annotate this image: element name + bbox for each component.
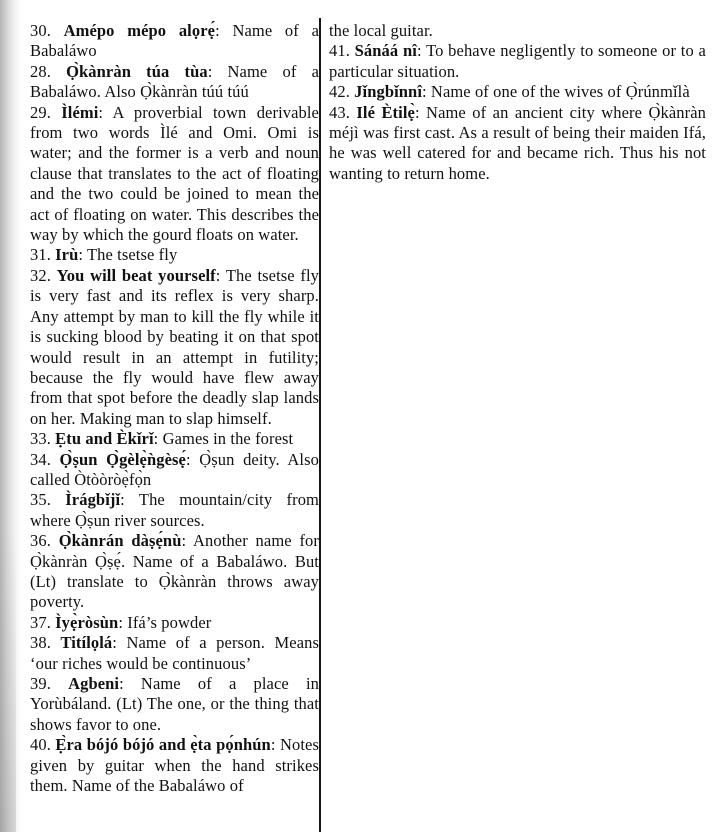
entry-term: Ẹ̀ra bójó bójó and ẹ̀ta pọ́nhún [55,735,271,755]
entry-term: Titílọlá [60,633,113,653]
entry-text: : The tsetse fly [78,245,178,265]
entry-number: 33. [30,429,56,449]
entry-text: : Ọ̀ṣun deity. Also called Òtòòròẹ̀fọ̀n [30,449,319,489]
glossary-entry [30,266,319,429]
entry-number: 29. [30,102,62,122]
entry-number: 34. [30,449,60,469]
entry-term: Jǐngbǐnnî [354,82,423,102]
entry-term: Ẹtu and Èkǐrǐ [55,429,154,449]
entry-number: 32. [30,265,57,285]
column-divider [319,18,321,832]
glossary-entry [30,245,319,265]
entry-number: 41. [329,41,355,61]
glossary-entry [30,531,319,613]
entry-text: : Games in the forest [153,429,294,449]
glossary-entry [30,21,319,62]
entry-text: : Name of a Babaláwo [30,21,319,61]
glossary-entry [30,613,319,633]
entry-number: 43. [329,102,357,122]
entry-number: 36. [30,531,59,551]
entry-text: : Name of a place in Yorùbáland. (Lt) The one, or the thing that shows favor to one. [30,674,319,734]
entry-text: : Ifá’s powder [118,612,212,632]
entry-text: : Name of a Babaláwo. Also Ọ̀kànràn túú túú [30,61,319,102]
entry-term: You will beat yourself [56,265,216,285]
entry-text: : Notes given by guitar when the hand strikes them. Name of the Babaláwo of [30,735,319,796]
entry-text: : The mountain/city from where Ọ̀ṣun river sources. [30,490,319,530]
entry-text: : Name of a person. Means ‘our riches would be continuous’ [30,633,319,673]
glossary-entry [30,429,319,449]
glossary-entry [329,41,706,82]
entry-text: : The tsetse fly is very fast and its reflex is very sharp. Any attempt by man to kill the fly while it is sucking blood by beating it on that spot would result in an attempt in futility; because the fly would have flew away from that spot before the deadly slap lands on her. Making man to slap himself. [30,265,320,428]
entry-term: Ọ̀kànràn túa tùa [66,61,208,81]
entry-number: 30. [30,21,64,40]
glossary-entry [329,82,706,102]
entry-term: Agbeni [68,674,120,693]
entry-number: 39. [30,674,69,693]
entry-number: 40. [30,735,56,755]
entry-term: Irù [55,245,79,265]
entry-text: : Another name for Ọ̀kànràn Ọ̀ṣẹ́. Name of a Babaláwo. But (Lt) translate to Ọ̀kànràn throws away poverty. [30,531,319,612]
entry-number: 35. [30,490,66,510]
entry-number: 28. [30,61,67,81]
entry-term: Ọ̀kànrán dàṣẹ́nù [58,531,182,551]
scan-edge-shadow-bottom [0,532,16,832]
entry-text: : Name of one of the wives of Ọ̀rúnmǐlà [422,82,690,102]
entry-term: Sánáá nî [354,41,417,61]
entry-number: 38. [30,633,61,653]
glossary-entry [30,674,319,735]
glossary-entry [329,103,706,185]
glossary-entry [329,21,706,41]
glossary-entry [30,735,319,796]
glossary-entry [30,490,319,531]
entry-number: 31. [30,245,56,265]
entry-term: Ilé Ètilẹ̀ [356,102,415,122]
glossary-entry [30,633,319,674]
glossary-entry [30,62,319,103]
entry-term: Ọ̀ṣun Ọ̀gèlẹ̀ǹgèsẹ́ [59,449,186,469]
entry-term: Amépo mépo alọrẹ́ [63,21,216,40]
entry-term: Ìrágbǐjǐ [65,490,121,510]
entry-number: 37. [30,612,56,632]
entry-term: Ìlémi [61,102,99,122]
entry-text: : Name of an ancient city where Ọ̀kànràn méjì was first cast. As a result of being their maiden Ifá, he was well catered for and became rich. Thus his not wanting to return home. [329,102,706,183]
glossary-entry [30,450,319,491]
scan-edge-shadow [0,0,22,832]
right-column [329,21,706,184]
entry-number: 42. [329,82,355,102]
entry-term: Ìyẹ̀ròsùn [55,612,119,632]
left-column [30,21,319,796]
entry-text: the local guitar. [329,21,433,40]
entry-text: : To behave negligently to someone or to a particular situation. [329,41,706,81]
glossary-entry [30,103,319,246]
entry-text: : A proverbial town derivable from two words Ìlé and Omi. Omi is water; and the former is a verb and noun clause that translates to the act of floating and the two could be joined to mean the act of floating on water. This describes the way by which the gourd floats on water. [30,102,319,245]
